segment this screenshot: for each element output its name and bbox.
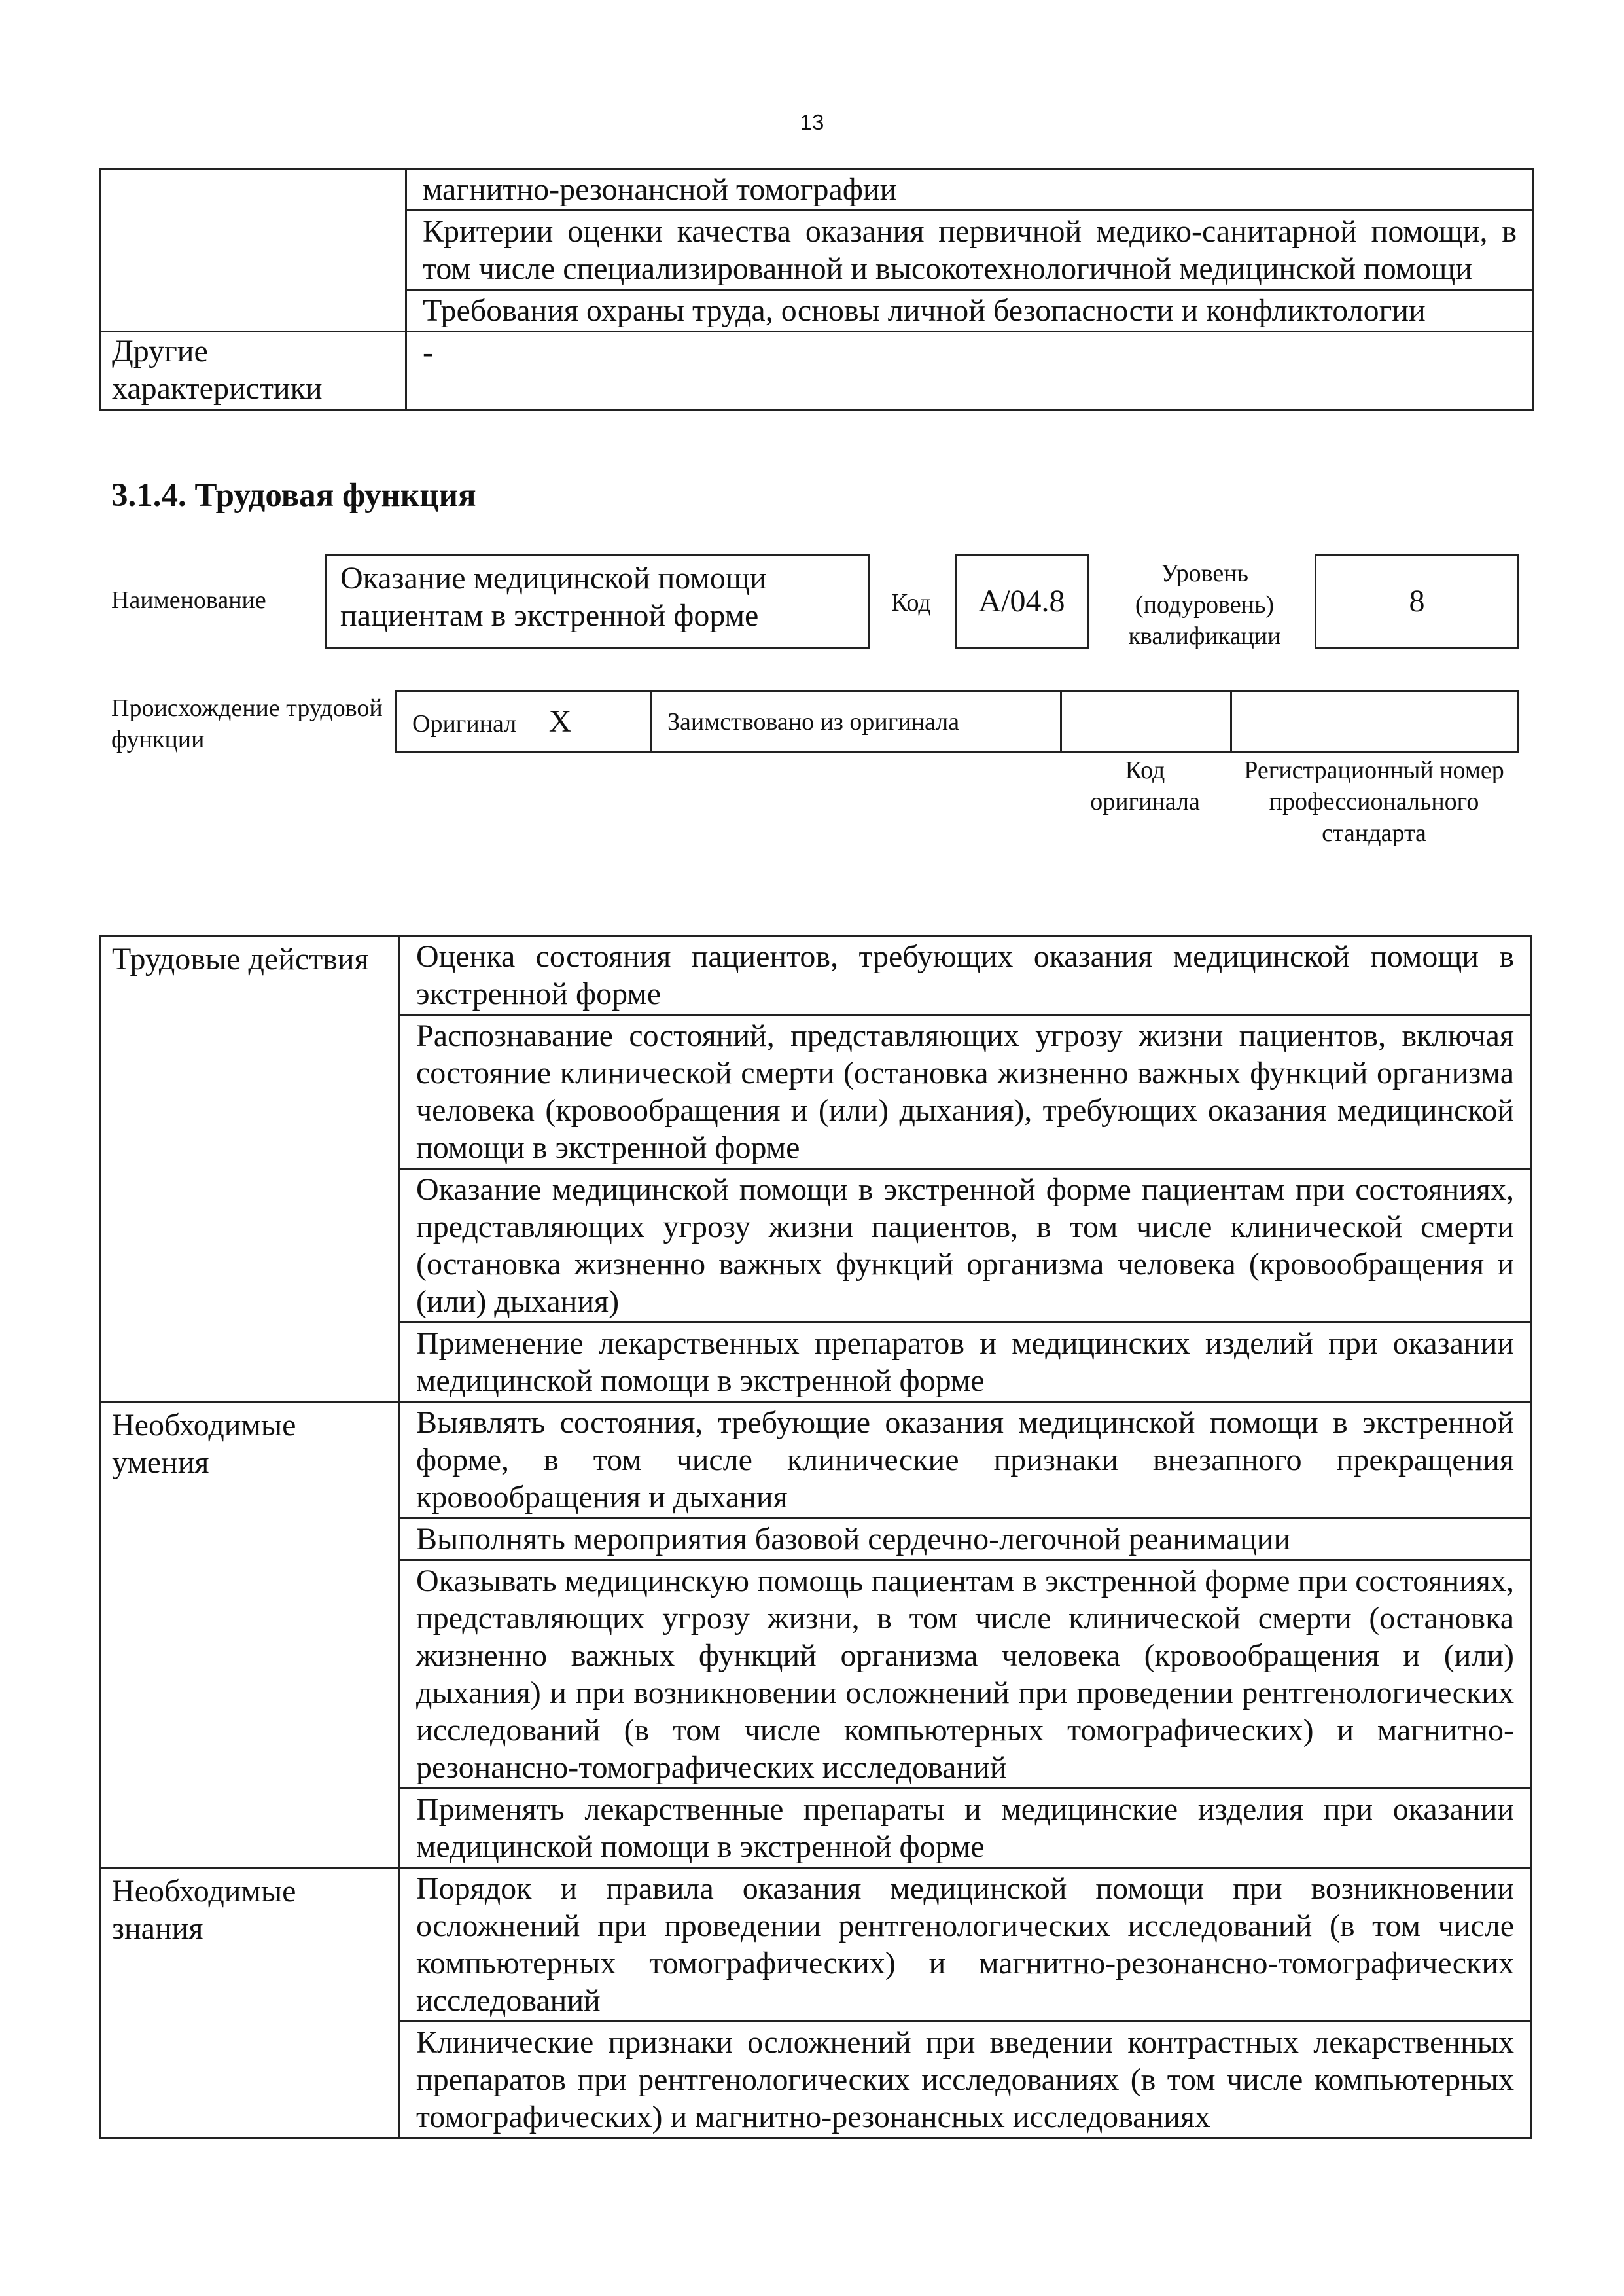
table-cell: магнитно-резонансной томографии [406, 169, 1534, 211]
table-cell: Выявлять состояния, требующие оказания медицинской помощи в экстренной форме, в том числе клинические признаки внезапного прекращения кровообращения и дыхания [400, 1402, 1531, 1518]
group-label-actions: Трудовые действия [101, 936, 400, 1402]
table-cell: Применять лекарственные препараты и медицинские изделия при оказании медицинской помощи в экстренной форме [400, 1789, 1531, 1868]
table-row [101, 1402, 1531, 1518]
table-cell: Распознавание состояний, представляющих угрозу жизни пациентов, включая состояние клинической смерти (остановка жизненно важных функций организма человека (кровообращения и (или) дыхания), требующих оказания медицинской помощи в экстренной форме [400, 1015, 1531, 1169]
table-cell: Выполнять мероприятия базовой сердечно-легочной реанимации [400, 1518, 1531, 1560]
main-table [99, 935, 1532, 2139]
origin-reg-caption: Регистрационный номер профессионального стандарта [1244, 757, 1504, 847]
table-cell: Оказывать медицинскую помощь пациентам в экстренной форме при состояниях, представляющих угрозу жизни, в том числе клинической смерти (остановка жизненно важных функций организма человека (кровообращения и (или) дыхания) и при возникновении осложнений при проведении рентгенологических исследований (в том числе компьютерных томографических) и магнитно-резонансно-томографических исследований [400, 1560, 1531, 1789]
origin-reg-cell [1230, 690, 1519, 753]
section-heading: 3.1.4. Трудовая функция [111, 477, 476, 514]
table-cell: Оказание медицинской помощи в экстренной форме пациентам при состояниях, представляющих угрозу жизни пациентов, в том числе клинической смерти (остановка жизненно важных функций организма человека (кровообращения и (или) дыхания) [400, 1169, 1531, 1323]
table-cell-empty [101, 169, 406, 332]
table-cell: Клинические признаки осложнений при введении контрастных лекарственных препаратов при рентгенологических исследованиях (в том числе компьютерных томографических) и магнитно-резонансных исследованиях [400, 2022, 1531, 2138]
table-row [101, 1868, 1531, 2022]
origin-code-cell [1060, 690, 1232, 753]
top-table [99, 168, 1534, 411]
level-label: Уровень (подуровень) квалификации [1128, 560, 1281, 650]
code-value: A/04.8 [978, 584, 1065, 619]
naming-label: Наименование [111, 586, 266, 614]
origin-borrowed-cell [650, 690, 1062, 753]
table-cell: Порядок и правила оказания медицинской помощи при возникновении осложнений при проведении рентгенологических исследований (в том числе компьютерных томографических) и магнитно-резонансно-томографических исследований [400, 1868, 1531, 2022]
code-value-box [955, 554, 1089, 649]
level-value-box [1315, 554, 1519, 649]
naming-value-box [325, 554, 870, 649]
table-cell: Применение лекарственных препаратов и медицинских изделий при оказании медицинской помощи в экстренной форме [400, 1323, 1531, 1402]
origin-code-caption: Код оригинала [1090, 757, 1200, 816]
original-mark: X [548, 704, 572, 739]
level-value: 8 [1409, 584, 1425, 619]
table-row [101, 169, 1534, 211]
group-label-knowledge: Необходимые знания [101, 1868, 400, 2138]
borrowed-label: Заимствовано из оригинала [667, 708, 960, 736]
table-cell: Оценка состояния пациентов, требующих оказания медицинской помощи в экстренной форме [400, 936, 1531, 1015]
group-label-skills: Необходимые умения [101, 1402, 400, 1868]
table-row [101, 332, 1534, 410]
table-cell: - [406, 332, 1534, 410]
table-cell: Требования охраны труда, основы личной безопасности и конфликтологии [406, 290, 1534, 332]
page-number: 13 [800, 110, 824, 134]
naming-value: Оказание медицинской помощи пациентам в экстренной форме [340, 561, 767, 633]
table-cell: Критерии оценки качества оказания первичной медико-санитарной помощи, в том числе специализированной и высокотехнологичной медицинской помощи [406, 211, 1534, 290]
table-row [101, 936, 1531, 1015]
origin-original-cell [395, 690, 652, 753]
table-cell-label: Другие характеристики [101, 332, 406, 410]
origin-label: Происхождение трудовой функции [111, 694, 383, 753]
original-label: Оригинал [412, 710, 517, 738]
code-label: Код [891, 589, 931, 617]
